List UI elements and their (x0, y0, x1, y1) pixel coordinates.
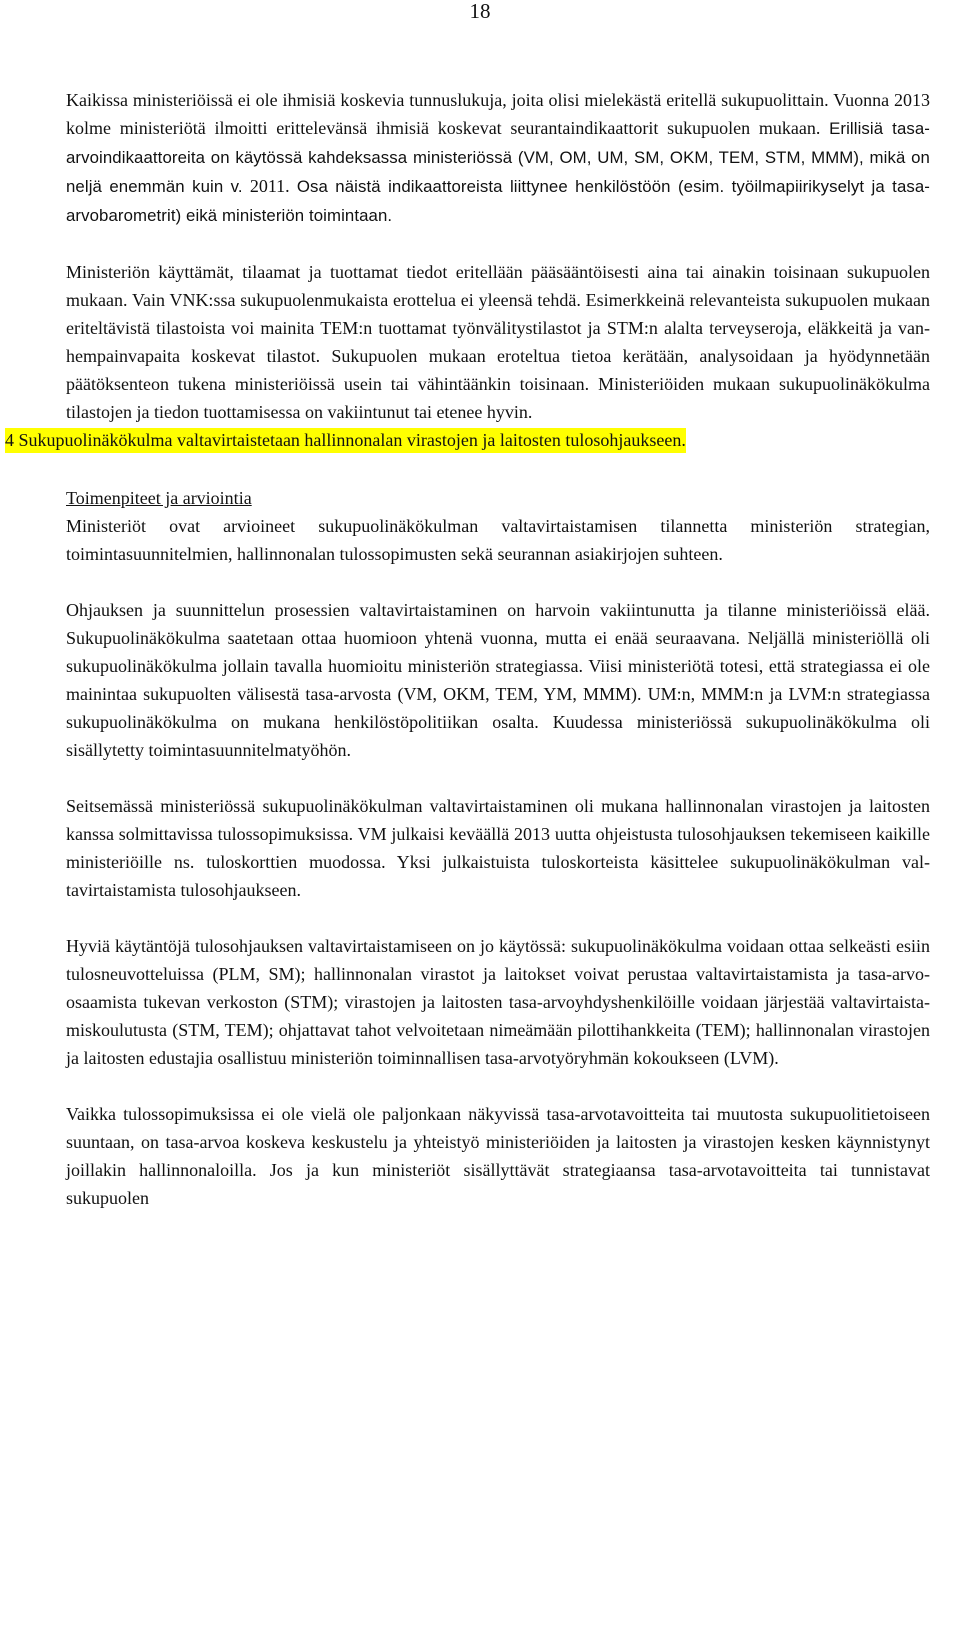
intro-text-sans-2: Osa näistä indikaattoreista liittynee henkilöstöön (esim. työilmapiirikyselyt ja tasa-arvobarometrit) eikä ministeriön toimintaan. (66, 177, 930, 225)
intro-text-serif-2: 2011. (249, 176, 290, 196)
intro-text-sans-1: Erillisiä tasa-arvoindikaattoreita on käytössä kahdeksassa ministeriössä (VM, OM, UM, SM, OKM, TEM, STM, MMM), mikä on neljä enemmän kuin v. (66, 119, 930, 196)
paragraph-steering: Ohjauksen ja suunnittelun prosessien valtavirtaistaminen on harvoin vakiintunutta ja tilanne ministeriöissä elää. Sukupuolinäkökulma saatetaan ottaa huomioon yhtenä vuonna, mutta ei enää seuraavana. Neljällä ministeriöllä oli sukupuolinäkökulma jollain tavalla huomioitu ministeriön strategiassa. Viisi ministeriötä totesi, että strategiassa ei ole mainintaa sukupuolten välisestä tasa-arvosta (VM, OKM, TEM, YM, MMM). UM:n, MMM:n ja LVM:n strategiassa sukupuolinäkökulma on mukana henkilöstöpolitiikan osalta. Kuudessa ministeriössä sukupuolinäkökulma oli sisällytetty toimintasuunnitelmatyöhön. (66, 600, 930, 760)
intro-text-serif-1: Kaikissa ministeriöissä ei ole ihmisiä koskevia tunnuslukuja, joita olisi mielekästä eritellä sukupuolittain. Vuonna 2013 kolme ministeriötä ilmoitti erittelevänsä ihmisiä koskevat seurantaindikaattorit sukupuolen mukaan. (66, 90, 930, 138)
paragraph-cooperation: Vaikka tulossopimuksissa ei ole vielä ole paljonkaan näkyvissä tasa-arvotavoitteita tai muutosta sukupuolitietoiseen suuntaan, on tasa-arvoa koskeva keskustelu ja yhteistyö ministeriöiden ja laitosten ja virastojen kesken käynnistynyt joillakin hallinnonaloilla. Jos ja kun ministeriöt sisällyttävät strategiaansa tasa-arvotavoitteita tai tunnistavat sukupuolen (66, 1104, 930, 1208)
paragraph-agreements: Seitsemässä ministeriössä sukupuolinäkökulman valtavirtaistaminen oli mukana hallinnonalan virastojen ja laitosten kanssa solmittavissa tulossopimuksissa. VM julkaisi keväällä 2013 uutta ohjeistusta tulosohjauksen tekemiseen kaikille ministeriöille ns. tuloskorttien muodossa. Yksi julkaistuista tuloskorteista käsittelee sukupuolinäkökulman valtavirtaistamista tulosohjaukseen. (66, 796, 930, 900)
paragraph-assessment: Ministeriöt ovat arvioineet sukupuolinäkökulman valtavirtaistamisen tilannetta ministeriön strategian, toimintasuunnitelmien, hallinnonalan tulossopimusten sekä seurannan asiakirjojen suhteen. (66, 516, 930, 564)
section-heading-row (5, 426, 960, 454)
section-heading: 4 Sukupuolinäkökulma valtavirtaistetaan hallinnonalan virastojen ja laitosten tulosohjaukseen. (5, 428, 686, 453)
document-body (5, 86, 930, 1212)
subheading: Toimenpiteet ja arviointia (66, 488, 252, 508)
paragraph-statistics: Ministeriön käyttämät, tilaamat ja tuottamat tiedot eritellään pääsääntöisesti aina tai ainakin toisinaan sukupuolen mukaan. Vain VNK:ssa sukupuolenmukaista erottelua ei yleensä tehdä. Esimerkkeinä relevanteista sukupuolen mukaan eriteltävistä tilastoista voi mainita TEM:n tuottamat työnvälitystilastot ja STM:n alalta terveyseroja, eläkkeitä ja vanhempainvapaita koskevat tilastot. Sukupuolen mukaan eroteltua tietoa kerätään, analysoidaan ja hyödynnetään päätöksenteon tukena ministeriöissä usein tai vähintäänkin toisinaan. Ministeriöiden mukaan sukupuolinäkökulma tilastojen ja tiedon tuottamisessa on vakiintunut tai etenee hyvin. (66, 262, 930, 422)
paragraph-good-practices: Hyviä käytäntöjä tulosohjauksen valtavirtaistamiseen on jo käytössä: sukupuolinäkökulma voidaan ottaa selkeästi esiin tulosneuvotteluissa (PLM, SM); hallinnonalan virastot ja laitokset voivat perustaa valtavirtaistamista ja tasa-arvo-osaamista tukevan verkoston (STM); virastojen ja laitosten tasa-arvoyhdyshenkilöille voidaan järjestää valtavirtaistamiskoulutusta (STM, TEM); ohjattavat tahot velvoitetaan nimeämään pilottihankkeita (TEM); hallinnonalan virastojen ja laitosten edustajia osallistuu ministeriön toiminnallisen tasa-arvotyöryhmän kokoukseen (LVM). (66, 936, 930, 1068)
page-number: 18 (469, 0, 491, 23)
intro-paragraph (66, 86, 930, 230)
